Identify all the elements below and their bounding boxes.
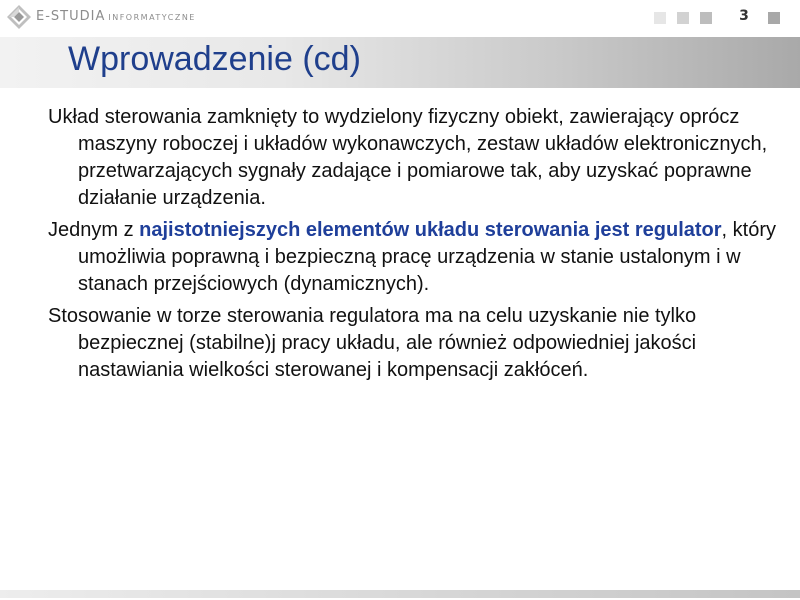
paragraph-2-rest: , który umożliwia poprawną i bezpieczną pracę urządzenia w stanie ustalonym i w stanach przejściowych (dynamicznych). <box>78 219 776 295</box>
brand-main: E-STUDIA <box>36 9 106 24</box>
paragraph-2-intro: Jednym z <box>48 219 140 241</box>
estudia-logo-icon <box>6 4 32 30</box>
brand-name <box>36 9 196 24</box>
nav-square-2 <box>677 12 689 24</box>
brand-sub: INFORMATYCZNE <box>108 13 196 22</box>
nav-square-3 <box>700 12 712 24</box>
slide-header <box>0 0 800 36</box>
footer-line <box>0 590 800 598</box>
nav-square-1 <box>654 12 666 24</box>
paragraph-2 <box>48 217 778 298</box>
paragraph-3: Stosowanie w torze sterowania regulatora ma na celu uzyskanie nie tylko bezpiecznej (stabilne)j pracy układu, ale również odpowiedniej jakości nastawiania wielkości sterowanej i kompensacji zakłóceń. <box>48 305 697 381</box>
slide-title: Wprowadzenie (cd) <box>68 40 361 78</box>
paragraph-1: Układ sterowania zamknięty to wydzielony fizyczny obiekt, zawierający oprócz maszyny roboczej i układów wykonawczych, zestaw układów elektronicznych, przetwarzających sygnały zadające i pomiarowe tak, aby uzyskać poprawne działanie urządzenia. <box>48 106 768 209</box>
page-number: 3 <box>739 8 749 24</box>
slide-content <box>48 104 778 389</box>
paragraph-2-highlight: najistotniejszych elementów układu sterowania jest regulator <box>139 219 722 241</box>
nav-square-4 <box>768 12 780 24</box>
